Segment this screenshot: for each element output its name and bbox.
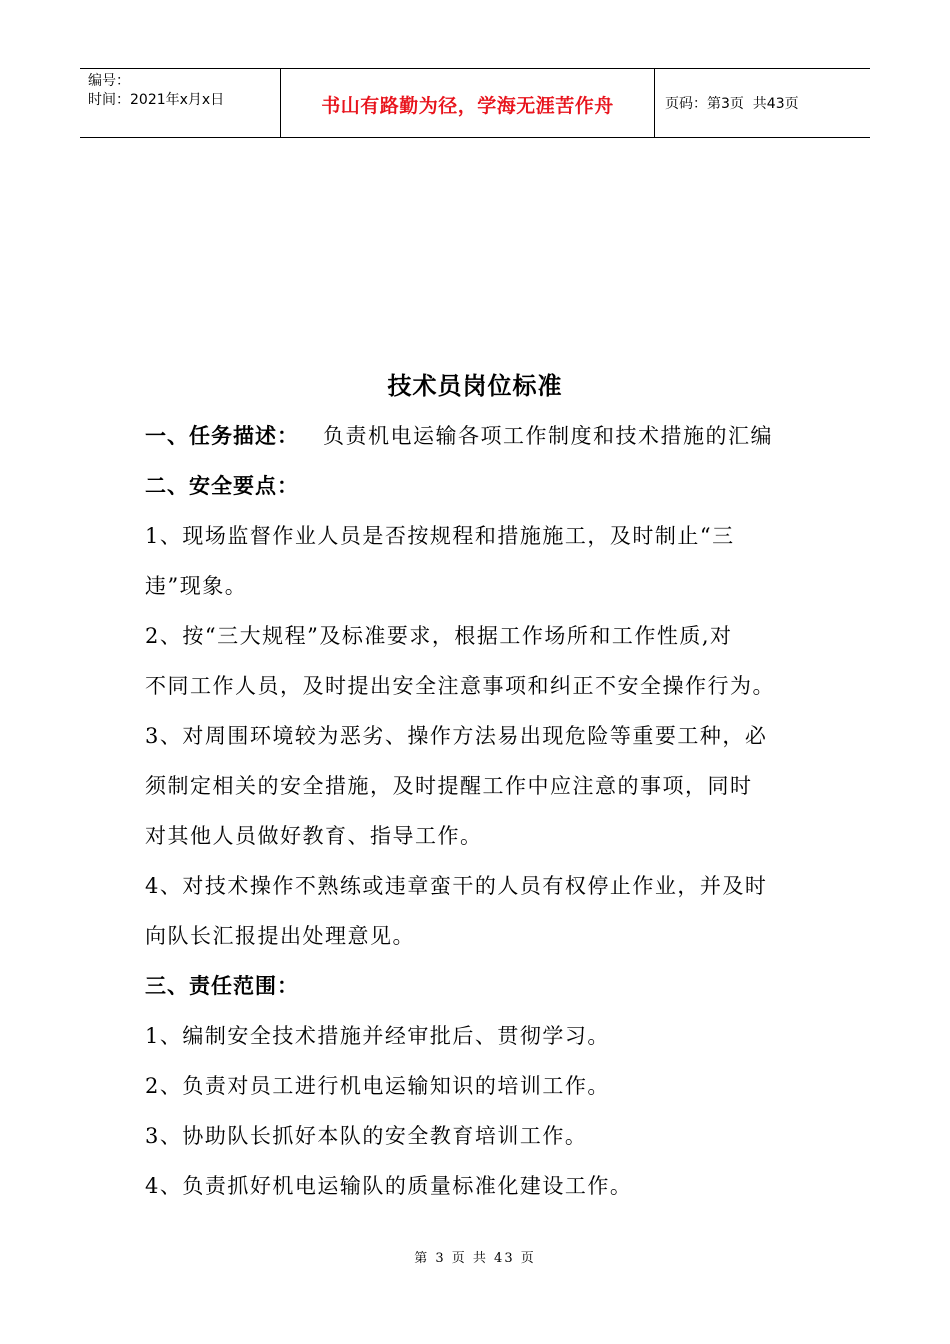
section-3-line: 4、负责抓好机电运输队的质量标准化建设工作。	[145, 1174, 633, 1198]
section-1-heading: 一、任务描述：	[145, 424, 299, 448]
section-2-line: 1、现场监督作业人员是否按规程和措施施工，及时制止“三	[145, 524, 735, 548]
section-2-line: 违”现象。	[145, 574, 248, 598]
section-2-line: 4、对技术操作不熟练或违章蛮干的人员有权停止作业，并及时	[145, 874, 768, 898]
document-number-label: 编号：	[88, 73, 130, 89]
section-2-line: 对其他人员做好教育、指导工作。	[145, 824, 483, 848]
section-2-line: 不同工作人员，及时提出安全注意事项和纠正不安全操作行为。	[145, 674, 775, 698]
header-page-info: 页码：第3页 共43页	[665, 96, 799, 112]
section-3-line: 3、协助队长抓好本队的安全教育培训工作。	[145, 1124, 588, 1148]
section-2-line: 2、按“三大规程”及标准要求，根据工作场所和工作性质,对	[145, 624, 733, 648]
section-2-line: 须制定相关的安全措施，及时提醒工作中应注意的事项，同时	[145, 774, 753, 798]
section-1-text: 负责机电运输各项工作制度和技术措施的汇编	[323, 424, 773, 448]
section-3-heading: 三、责任范围：	[145, 974, 299, 998]
section-2-heading: 二、安全要点：	[145, 474, 299, 498]
header-motto: 书山有路勤为径，学海无涯苦作舟	[321, 94, 614, 117]
header-page-cell	[655, 69, 870, 137]
page-header	[80, 68, 870, 138]
section-2-line: 向队长汇报提出处理意见。	[145, 924, 415, 948]
section-1	[145, 420, 773, 450]
page-footer: 第 3 页 共 43 页	[414, 1251, 536, 1266]
document-date: 时间：2021年x月x日	[88, 92, 225, 108]
section-3-line: 2、负责对员工进行机电运输知识的培训工作。	[145, 1074, 610, 1098]
document-title: 技术员岗位标准	[387, 372, 563, 400]
header-meta-cell	[80, 69, 281, 137]
header-motto-cell	[281, 69, 655, 137]
section-3-line: 1、编制安全技术措施并经审批后、贯彻学习。	[145, 1024, 610, 1048]
section-2-line: 3、对周围环境较为恶劣、操作方法易出现危险等重要工种，必	[145, 724, 768, 748]
